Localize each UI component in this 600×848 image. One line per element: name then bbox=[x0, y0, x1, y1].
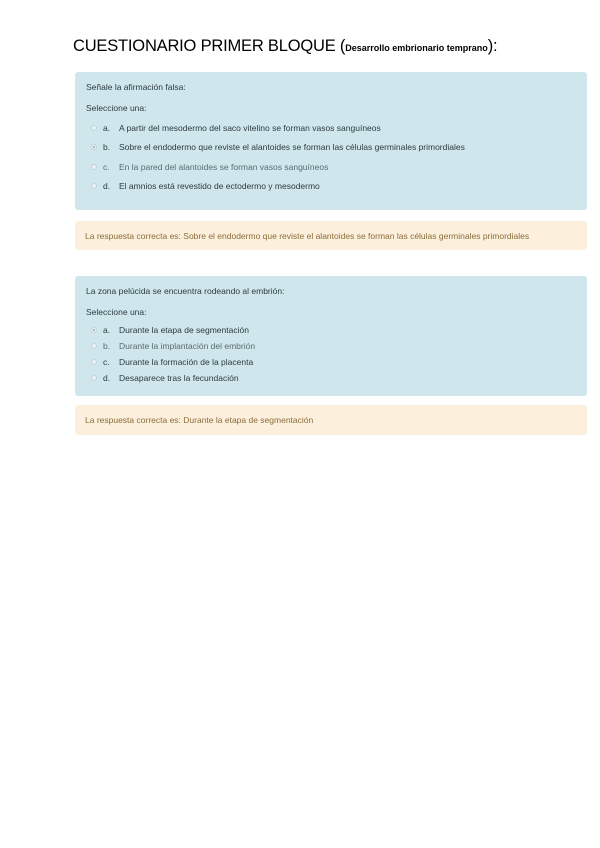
radio-button[interactable] bbox=[91, 164, 97, 170]
option-letter: c. bbox=[103, 356, 110, 367]
option-text: Durante la etapa de segmentación bbox=[119, 324, 249, 335]
option-letter: b. bbox=[103, 340, 111, 351]
radio-button[interactable] bbox=[91, 359, 97, 365]
radio-button[interactable] bbox=[91, 343, 97, 349]
radio-button-selected[interactable] bbox=[91, 327, 97, 333]
title-open-paren: ( bbox=[339, 37, 346, 55]
radio-button[interactable] bbox=[91, 375, 97, 381]
question-1-instruction: Seleccione una: bbox=[86, 103, 147, 113]
question-1-option-c[interactable] bbox=[91, 161, 576, 172]
option-text: En la pared del alantoides se forman vasos sanguíneos bbox=[119, 161, 329, 172]
question-2-feedback: La respuesta correcta es: Durante la etapa de segmentación bbox=[75, 405, 587, 435]
option-letter: a. bbox=[103, 122, 111, 133]
option-text: A partir del mesodermo del saco vitelino se forman vasos sanguíneos bbox=[119, 122, 381, 133]
question-1-prompt: Señale la afirmación falsa: bbox=[86, 82, 186, 92]
option-text: Durante la formación de la placenta bbox=[119, 356, 254, 367]
option-text: Sobre el endodermo que reviste el alantoides se forman las células germinales primordiales bbox=[119, 142, 465, 152]
radio-button[interactable] bbox=[91, 183, 97, 189]
option-letter: c. bbox=[103, 161, 110, 172]
question-2-option-c[interactable] bbox=[91, 356, 576, 367]
question-2-option-d[interactable] bbox=[91, 372, 576, 383]
question-2-prompt: La zona pelúcida se encuentra rodeando al embrión: bbox=[86, 286, 285, 296]
radio-button-selected[interactable] bbox=[91, 144, 97, 150]
option-letter: d. bbox=[103, 181, 111, 191]
title-subtitle: Desarrollo embrionario temprano bbox=[345, 43, 488, 53]
question-2-card bbox=[75, 276, 587, 396]
question-2-option-b[interactable] bbox=[91, 340, 576, 351]
option-letter: a. bbox=[103, 324, 111, 335]
option-text: El amnios está revestido de ectodermo y mesodermo bbox=[119, 181, 320, 191]
title-close-paren: ): bbox=[487, 37, 498, 55]
question-2-instruction: Seleccione una: bbox=[86, 307, 147, 317]
question-1-option-a[interactable] bbox=[91, 122, 576, 133]
option-letter: d. bbox=[103, 372, 111, 383]
question-1-option-b[interactable] bbox=[91, 142, 576, 153]
title-main: CUESTIONARIO PRIMER BLOQUE bbox=[73, 37, 336, 55]
question-1-card bbox=[75, 72, 587, 210]
option-letter: b. bbox=[103, 142, 111, 152]
radio-button[interactable] bbox=[91, 125, 97, 131]
option-text: Durante la implantación del embrión bbox=[119, 340, 256, 351]
option-text: Desaparece tras la fecundación bbox=[119, 372, 239, 383]
question-1-option-d[interactable] bbox=[91, 181, 576, 192]
page-title bbox=[73, 37, 497, 56]
question-1-feedback: La respuesta correcta es: Sobre el endodermo que reviste el alantoides se forman las células germinales primordiales bbox=[75, 221, 587, 250]
question-2-option-a[interactable] bbox=[91, 324, 576, 335]
